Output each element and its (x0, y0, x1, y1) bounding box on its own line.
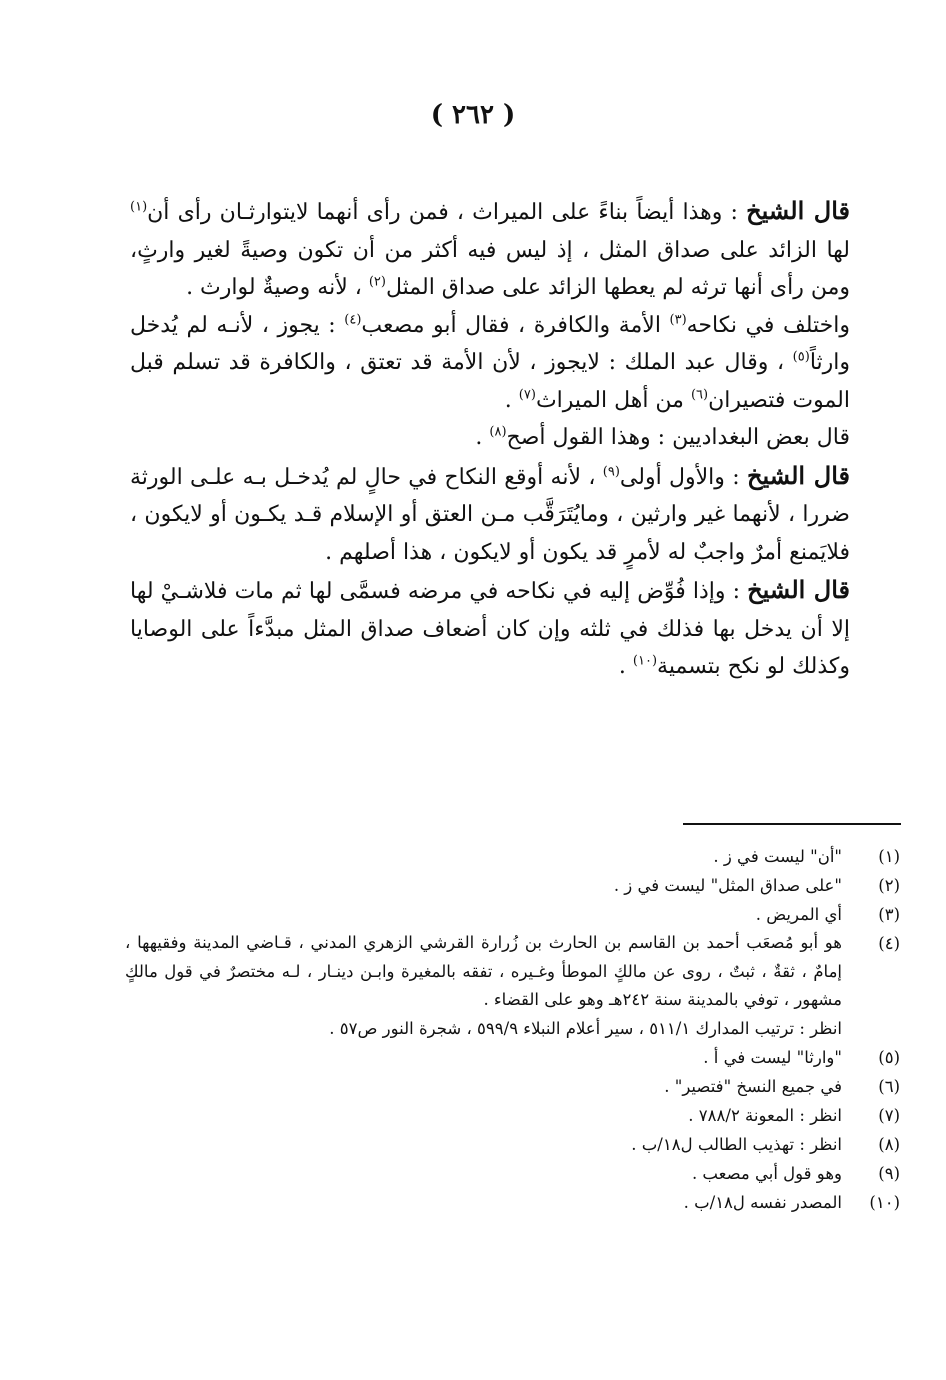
footnote-line: انظر : تهذيب الطالب ل١٨/ب . (631, 1135, 842, 1154)
paragraph (130, 419, 850, 457)
footnote-ref[interactable]: (٨) (489, 424, 507, 440)
footnote-number: (٢) (878, 876, 900, 895)
footnote-item (125, 1043, 900, 1072)
footnote-ref[interactable]: (١) (130, 199, 148, 215)
text-run: ، لأنه أوقع النكاح في حالٍ لم يُدخـل بـه علـى الورثة ضررا ، لأنهما غير وارثين ، ومايُتَرَقَّب مـن العتق أو الإسلام قـد يكـون أو لايكون ، فلايَمنع أمرٌ واجبٌ له لأمرٍ قد يكون أو لايكون ، هذا أصلهم . (130, 464, 850, 565)
footnote-number: (٨) (878, 1135, 900, 1154)
footnote-item (125, 929, 900, 1043)
main-text (130, 192, 850, 686)
text-run: . (504, 387, 519, 413)
footnote-ref[interactable]: (٦) (690, 387, 709, 403)
footnote-number: (٣) (878, 905, 900, 924)
text-run: . (475, 425, 490, 450)
footnote-line: أي المريض . (755, 905, 842, 924)
footnote-ref[interactable]: (٩) (602, 464, 620, 480)
paragraph (130, 192, 850, 307)
footnote-number: (١) (878, 847, 900, 866)
text-run: : وهذا أيضاً بناءً على الميراث ، فمن رأى أنهما لايتوارثـان رأى أن (147, 200, 747, 225)
footnote-line: انظر : المعونة ٧٨٨/٢ . (688, 1106, 842, 1125)
footnote-number: (٤) (878, 934, 900, 953)
footnote-text (125, 1130, 842, 1159)
footnote-item (125, 900, 900, 929)
paragraph (130, 457, 850, 572)
footnote-text (125, 929, 842, 1043)
footnote-text (125, 1043, 842, 1072)
paragraph (130, 571, 850, 686)
footnote-text (125, 1101, 842, 1130)
footnote-line: المصدر نفسه ل١٨/ب . (683, 1193, 842, 1212)
footnotes (125, 842, 900, 1217)
text-run: ، وقال عبد الملك : لايجوز ، لأن الأمة قد تعتق ، والكافرة قد تسلم قبل الموت فتصيران (130, 350, 850, 413)
footnote-number: (٦) (878, 1077, 900, 1096)
text-run: لها الزائد على صداق المثل ، إذ ليس فيه أكثر من أن تكون وصيةً لغير وارثٍ، ومن رأى أنها ترثه لم يعطها الزائد على صداق المثل (130, 237, 850, 300)
footnote-text (125, 842, 842, 871)
footnote-line: في جميع النسخ "فتصير" . (664, 1077, 842, 1096)
text-run: . (618, 654, 633, 679)
footnote-item (125, 842, 900, 871)
footnote-line: هو أبو مُصعَب أحمد بن القاسم بن الحارث بن زُرارة القرشي الزهري المدني ، قـاضي المدينة وفقيهها ، إمامٌ ، ثقةٌ ، ثبتٌ ، روى عن مالكٍ الموطأ وغـيره ، تفقه بالمغيرة وابـن دينـار ، لـه مختصرٌ في قول مالكٍ مشهور ، توفي بالمدينة سنة ٢٤٢هـ وهو على القضاء . (125, 933, 842, 1009)
footnote-number: (٧) (878, 1106, 900, 1125)
footnote-line: وهو قول أبي مصعب . (691, 1164, 842, 1183)
footnote-ref[interactable]: (٣) (669, 312, 687, 328)
footnote-number: (٩) (878, 1164, 900, 1183)
text-run: ، لأنه وصيةٌ لوارث . (186, 275, 369, 300)
footnote-line: "على صداق المثل" ليست في ز . (613, 876, 842, 895)
footnote-ref[interactable]: (٢) (368, 274, 386, 290)
footnote-item (125, 1159, 900, 1188)
footnote-text (125, 1159, 842, 1188)
paragraph (130, 307, 850, 420)
text-run: قال بعض البغداديين : وهذا القول أصح (506, 425, 850, 450)
footnote-text (125, 1188, 842, 1217)
text-run: : وإذا فُوِّض إليه في نكاحه في مرضه فسمَّى لها ثم مات فلاشـيْ لها إلا أن يدخل بها فذلك في ثلثه وإن كان أضعاف صداق المثل مبدَّءاً على الوصايا وكذلك لو نكح بتسمية (130, 579, 850, 679)
footnote-item (125, 1130, 900, 1159)
text-run: واختلف في نكاحه (686, 312, 850, 338)
footnote-line: انظر : ترتيب المدارك ٥١١/١ ، سير أعلام النبلاء ٥٩٩/٩ ، شجرة النور ص٥٧ . (329, 1018, 842, 1038)
footnote-item (125, 1072, 900, 1101)
footnote-text (125, 1072, 842, 1101)
speaker-label: قال الشيخ (746, 460, 851, 490)
text-run: من أهل الميراث (535, 387, 691, 413)
footnote-number: (١٠) (869, 1193, 900, 1212)
footnote-ref[interactable]: (٧) (518, 387, 536, 403)
speaker-label: قال الشيخ (747, 575, 851, 604)
footnote-ref[interactable]: (٥) (792, 349, 810, 365)
footnote-number: (٥) (878, 1048, 900, 1067)
footnote-text (125, 871, 842, 900)
footnote-item (125, 1101, 900, 1130)
footnote-line: "وارثا" ليست في أ . (703, 1048, 842, 1067)
text-run: : يجوز ، لأنـه لم يُدخل وارثاً (130, 312, 850, 375)
footnote-ref[interactable]: (٤) (344, 312, 362, 328)
page-number: ( ٢٦٢ ) (430, 100, 516, 130)
text-run: : والأول أولى (619, 464, 747, 490)
text-run: الأمة والكافرة ، فقال أبو مصعب (361, 312, 670, 338)
footnote-separator (683, 823, 901, 825)
footnote-line: "أن" ليست في ز . (713, 847, 842, 866)
footnote-ref[interactable]: (١٠) (632, 653, 658, 669)
speaker-label: قال الشيخ (746, 196, 850, 225)
footnote-item (125, 871, 900, 900)
footnote-item (125, 1188, 900, 1217)
footnote-text (125, 900, 842, 929)
